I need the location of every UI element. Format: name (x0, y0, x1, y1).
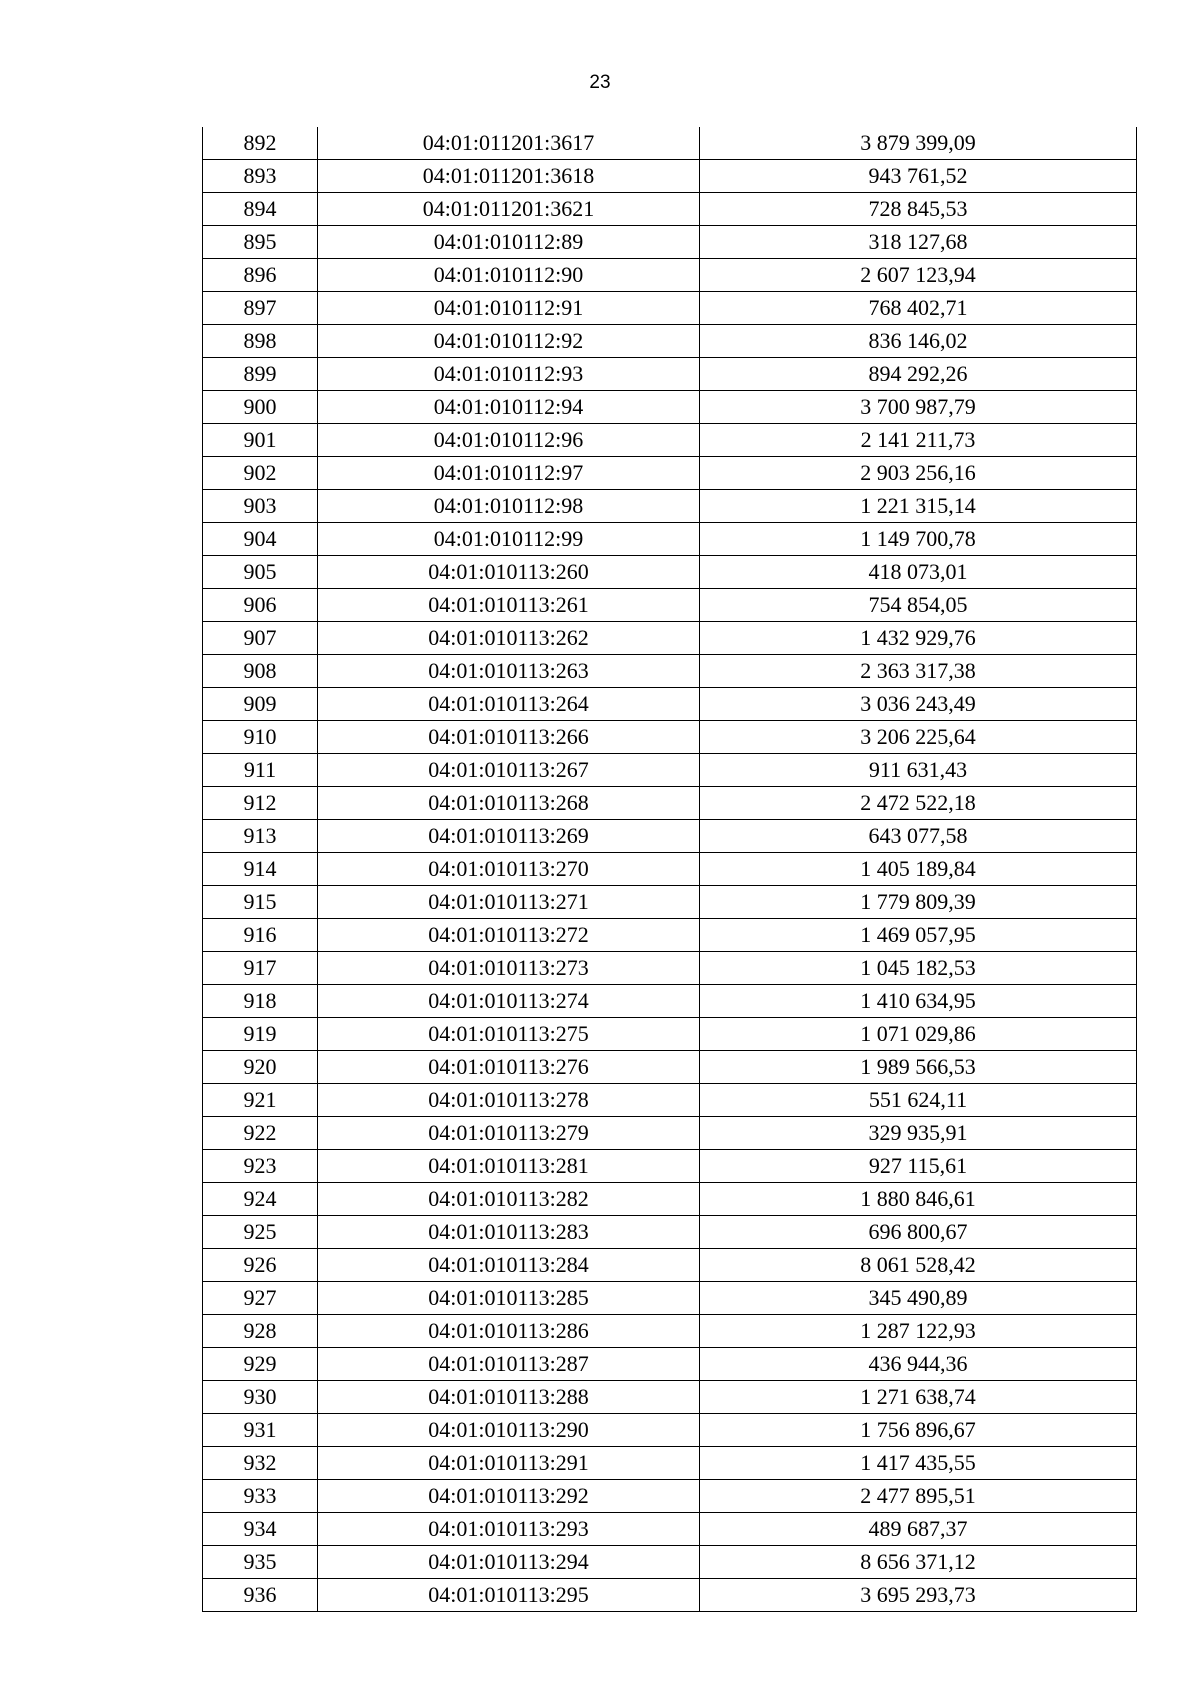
cadastral-value-cell: 1 287 122,93 (700, 1315, 1137, 1348)
row-number-cell: 895 (203, 226, 318, 259)
row-number-cell: 923 (203, 1150, 318, 1183)
cadastral-value-cell: 1 405 189,84 (700, 853, 1137, 886)
table-row (203, 259, 1137, 292)
row-number-cell: 912 (203, 787, 318, 820)
table-row (203, 853, 1137, 886)
row-number-cell: 894 (203, 193, 318, 226)
row-number-cell: 901 (203, 424, 318, 457)
table-row (203, 985, 1137, 1018)
cadastral-number-cell: 04:01:010113:275 (318, 1018, 700, 1051)
cadastral-number-cell: 04:01:010112:96 (318, 424, 700, 457)
cadastral-value-cell: 943 761,52 (700, 160, 1137, 193)
cadastral-value-cell: 1 417 435,55 (700, 1447, 1137, 1480)
row-number-cell: 903 (203, 490, 318, 523)
table-row (203, 1183, 1137, 1216)
table-row (203, 622, 1137, 655)
table-row (203, 754, 1137, 787)
cadastral-number-cell: 04:01:010112:91 (318, 292, 700, 325)
row-number-cell: 925 (203, 1216, 318, 1249)
row-number-cell: 915 (203, 886, 318, 919)
row-number-cell: 914 (203, 853, 318, 886)
table-row (203, 457, 1137, 490)
row-number-cell: 919 (203, 1018, 318, 1051)
row-number-cell: 927 (203, 1282, 318, 1315)
table-row (203, 1282, 1137, 1315)
cadastral-number-cell: 04:01:010112:99 (318, 523, 700, 556)
row-number-cell: 917 (203, 952, 318, 985)
cadastral-value-cell: 927 115,61 (700, 1150, 1137, 1183)
table-row (203, 1381, 1137, 1414)
table-row (203, 886, 1137, 919)
table-row (203, 688, 1137, 721)
row-number-cell: 902 (203, 457, 318, 490)
cadastral-value-cell: 345 490,89 (700, 1282, 1137, 1315)
cadastral-number-cell: 04:01:010113:281 (318, 1150, 700, 1183)
cadastral-value-cell: 1 779 809,39 (700, 886, 1137, 919)
table-row (203, 919, 1137, 952)
cadastral-value-cell: 3 206 225,64 (700, 721, 1137, 754)
cadastral-value-cell: 696 800,67 (700, 1216, 1137, 1249)
cadastral-number-cell: 04:01:010113:292 (318, 1480, 700, 1513)
row-number-cell: 897 (203, 292, 318, 325)
cadastral-value-cell: 1 221 315,14 (700, 490, 1137, 523)
cadastral-value-cell: 2 607 123,94 (700, 259, 1137, 292)
cadastral-value-cell: 1 045 182,53 (700, 952, 1137, 985)
cadastral-number-cell: 04:01:010113:270 (318, 853, 700, 886)
table-row (203, 655, 1137, 688)
table-row (203, 1051, 1137, 1084)
cadastral-value-cell: 1 469 057,95 (700, 919, 1137, 952)
row-number-cell: 910 (203, 721, 318, 754)
cadastral-value-cell: 436 944,36 (700, 1348, 1137, 1381)
cadastral-number-cell: 04:01:010113:279 (318, 1117, 700, 1150)
cadastral-value-cell: 1 410 634,95 (700, 985, 1137, 1018)
cadastral-value-cell: 551 624,11 (700, 1084, 1137, 1117)
cadastral-value-cell: 2 477 895,51 (700, 1480, 1137, 1513)
table-body (203, 127, 1137, 1612)
cadastral-number-cell: 04:01:010113:288 (318, 1381, 700, 1414)
table-row (203, 952, 1137, 985)
cadastral-number-cell: 04:01:010112:92 (318, 325, 700, 358)
cadastral-number-cell: 04:01:010113:272 (318, 919, 700, 952)
cadastral-value-cell: 1 880 846,61 (700, 1183, 1137, 1216)
table-row (203, 226, 1137, 259)
cadastral-number-cell: 04:01:010113:278 (318, 1084, 700, 1117)
cadastral-number-cell: 04:01:010113:294 (318, 1546, 700, 1579)
cadastral-number-cell: 04:01:010113:263 (318, 655, 700, 688)
cadastral-value-cell: 2 141 211,73 (700, 424, 1137, 457)
row-number-cell: 934 (203, 1513, 318, 1546)
table-row (203, 1117, 1137, 1150)
cadastral-value-cell: 1 432 929,76 (700, 622, 1137, 655)
row-number-cell: 907 (203, 622, 318, 655)
table-row (203, 1216, 1137, 1249)
cadastral-number-cell: 04:01:010112:97 (318, 457, 700, 490)
table-row (203, 358, 1137, 391)
table-row (203, 160, 1137, 193)
cadastral-number-cell: 04:01:010113:269 (318, 820, 700, 853)
cadastral-value-table (202, 127, 1137, 1612)
cadastral-value-cell: 836 146,02 (700, 325, 1137, 358)
table-row (203, 424, 1137, 457)
cadastral-number-cell: 04:01:010113:271 (318, 886, 700, 919)
cadastral-number-cell: 04:01:010113:282 (318, 1183, 700, 1216)
cadastral-number-cell: 04:01:010113:285 (318, 1282, 700, 1315)
table-row (203, 1249, 1137, 1282)
cadastral-number-cell: 04:01:010112:93 (318, 358, 700, 391)
cadastral-value-cell: 329 935,91 (700, 1117, 1137, 1150)
cadastral-value-cell: 1 071 029,86 (700, 1018, 1137, 1051)
cadastral-number-cell: 04:01:010113:266 (318, 721, 700, 754)
cadastral-number-cell: 04:01:010112:98 (318, 490, 700, 523)
row-number-cell: 916 (203, 919, 318, 952)
cadastral-value-cell: 643 077,58 (700, 820, 1137, 853)
row-number-cell: 931 (203, 1414, 318, 1447)
cadastral-number-cell: 04:01:010113:286 (318, 1315, 700, 1348)
cadastral-value-cell: 2 363 317,38 (700, 655, 1137, 688)
cadastral-number-cell: 04:01:010113:287 (318, 1348, 700, 1381)
cadastral-value-cell: 728 845,53 (700, 193, 1137, 226)
cadastral-number-cell: 04:01:010113:293 (318, 1513, 700, 1546)
row-number-cell: 921 (203, 1084, 318, 1117)
row-number-cell: 906 (203, 589, 318, 622)
table-row (203, 1480, 1137, 1513)
cadastral-number-cell: 04:01:011201:3618 (318, 160, 700, 193)
row-number-cell: 936 (203, 1579, 318, 1612)
table-row (203, 1414, 1137, 1447)
table-row (203, 325, 1137, 358)
table-row (203, 1084, 1137, 1117)
table-row (203, 1546, 1137, 1579)
table-row (203, 1348, 1137, 1381)
row-number-cell: 924 (203, 1183, 318, 1216)
table-row (203, 1150, 1137, 1183)
cadastral-number-cell: 04:01:011201:3617 (318, 127, 700, 160)
row-number-cell: 930 (203, 1381, 318, 1414)
cadastral-value-cell: 1 149 700,78 (700, 523, 1137, 556)
cadastral-number-cell: 04:01:010113:273 (318, 952, 700, 985)
row-number-cell: 911 (203, 754, 318, 787)
cadastral-number-cell: 04:01:010112:90 (318, 259, 700, 292)
table-row (203, 391, 1137, 424)
cadastral-value-cell: 8 656 371,12 (700, 1546, 1137, 1579)
cadastral-number-cell: 04:01:010113:261 (318, 589, 700, 622)
cadastral-number-cell: 04:01:010113:284 (318, 1249, 700, 1282)
cadastral-value-cell: 1 756 896,67 (700, 1414, 1137, 1447)
table-row (203, 1018, 1137, 1051)
table-row (203, 1513, 1137, 1546)
cadastral-number-cell: 04:01:010113:295 (318, 1579, 700, 1612)
cadastral-value-cell: 754 854,05 (700, 589, 1137, 622)
cadastral-value-cell: 2 903 256,16 (700, 457, 1137, 490)
row-number-cell: 926 (203, 1249, 318, 1282)
page-number: 23 (589, 72, 611, 93)
cadastral-number-cell: 04:01:011201:3621 (318, 193, 700, 226)
cadastral-value-cell: 3 879 399,09 (700, 127, 1137, 160)
table-row (203, 127, 1137, 160)
cadastral-number-cell: 04:01:010112:94 (318, 391, 700, 424)
cadastral-number-cell: 04:01:010113:262 (318, 622, 700, 655)
table-row (203, 490, 1137, 523)
cadastral-number-cell: 04:01:010113:264 (318, 688, 700, 721)
cadastral-value-cell: 3 700 987,79 (700, 391, 1137, 424)
table-row (203, 787, 1137, 820)
row-number-cell: 918 (203, 985, 318, 1018)
cadastral-value-cell: 2 472 522,18 (700, 787, 1137, 820)
cadastral-number-cell: 04:01:010113:291 (318, 1447, 700, 1480)
cadastral-number-cell: 04:01:010113:260 (318, 556, 700, 589)
cadastral-value-cell: 768 402,71 (700, 292, 1137, 325)
row-number-cell: 932 (203, 1447, 318, 1480)
row-number-cell: 908 (203, 655, 318, 688)
cadastral-number-cell: 04:01:010112:89 (318, 226, 700, 259)
row-number-cell: 899 (203, 358, 318, 391)
row-number-cell: 904 (203, 523, 318, 556)
cadastral-value-cell: 8 061 528,42 (700, 1249, 1137, 1282)
cadastral-value-cell: 894 292,26 (700, 358, 1137, 391)
table-row (203, 1447, 1137, 1480)
cadastral-value-cell: 1 271 638,74 (700, 1381, 1137, 1414)
table-row (203, 589, 1137, 622)
table-row (203, 292, 1137, 325)
table-row (203, 1579, 1137, 1612)
row-number-cell: 933 (203, 1480, 318, 1513)
row-number-cell: 920 (203, 1051, 318, 1084)
table-row (203, 193, 1137, 226)
cadastral-number-cell: 04:01:010113:267 (318, 754, 700, 787)
cadastral-value-cell: 3 036 243,49 (700, 688, 1137, 721)
row-number-cell: 929 (203, 1348, 318, 1381)
table-row (203, 556, 1137, 589)
cadastral-value-cell: 489 687,37 (700, 1513, 1137, 1546)
table-row (203, 721, 1137, 754)
cadastral-number-cell: 04:01:010113:268 (318, 787, 700, 820)
row-number-cell: 935 (203, 1546, 318, 1579)
table-row (203, 1315, 1137, 1348)
row-number-cell: 893 (203, 160, 318, 193)
cadastral-value-cell: 911 631,43 (700, 754, 1137, 787)
row-number-cell: 909 (203, 688, 318, 721)
row-number-cell: 913 (203, 820, 318, 853)
row-number-cell: 896 (203, 259, 318, 292)
row-number-cell: 898 (203, 325, 318, 358)
table-row (203, 523, 1137, 556)
row-number-cell: 928 (203, 1315, 318, 1348)
table-row (203, 820, 1137, 853)
cadastral-number-cell: 04:01:010113:274 (318, 985, 700, 1018)
row-number-cell: 905 (203, 556, 318, 589)
row-number-cell: 922 (203, 1117, 318, 1150)
row-number-cell: 892 (203, 127, 318, 160)
cadastral-number-cell: 04:01:010113:276 (318, 1051, 700, 1084)
cadastral-number-cell: 04:01:010113:290 (318, 1414, 700, 1447)
cadastral-value-cell: 318 127,68 (700, 226, 1137, 259)
cadastral-value-cell: 3 695 293,73 (700, 1579, 1137, 1612)
cadastral-value-cell: 1 989 566,53 (700, 1051, 1137, 1084)
row-number-cell: 900 (203, 391, 318, 424)
cadastral-value-cell: 418 073,01 (700, 556, 1137, 589)
cadastral-number-cell: 04:01:010113:283 (318, 1216, 700, 1249)
